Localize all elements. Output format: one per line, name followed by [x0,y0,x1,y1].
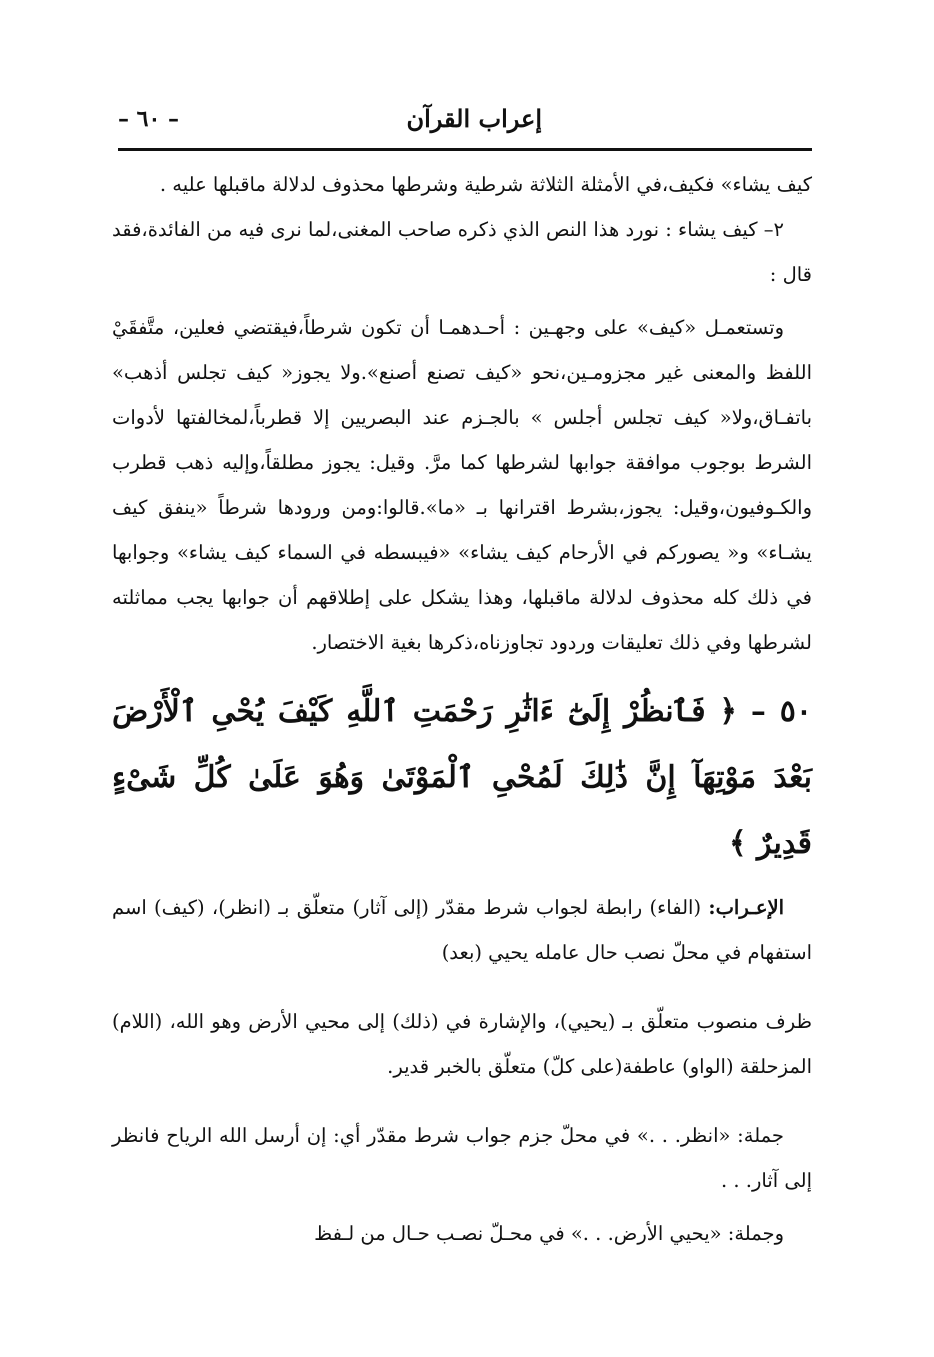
book-page [112,96,812,1316]
paragraph-kayfa-yasha: ٢– كيف يشاء : نورد هذا النص الذي ذكره صاحب المغنى،لما نرى فيه من الفائدة،فقد قال : [112,218,812,286]
page-header [112,96,812,146]
page-number: – ٦٠ – [118,106,179,132]
sentence-analysis-1: جملة: «انظر. . .» في محلّ جزم جواب شرط مقدّر أي: إن أرسل الله الرياح فانظر إلى آثار. . . [112,1124,812,1192]
book-title: إعراب القرآن [406,104,542,133]
irab-continuation: ظرف منصوب متعلّق بـ (يحيي)، والإشارة في (ذلك) إلى محيي الأرض وهو الله، (اللام) المزحلقة (الواو) عاطفة(على كلّ) متعلّق بالخبر قدير. [112,1010,812,1078]
irab-paragraph [112,885,812,975]
sentence-analysis-2: وجملة: «يحيي الأرض. . .» في محـلّ نصـب حـال من لـفظ [314,1222,784,1245]
page-content [112,162,812,1256]
irab-text-1: (الفاء) رابطة لجواب شرط مقدّر (إلى آثار) متعلّق بـ (انظر)، (كيف) اسم استفهام في محلّ نصب حال عامله يحيي (بعد) [112,896,812,964]
header-divider [118,148,812,151]
irab-label: الإعـراب: [708,896,784,919]
paragraph-mughni-quote: وتستعمـل «كيف» على وجهـين : أحـدهمـا أن تكون شرطاً،فيقتضي فعلين، متَّفقَيْ اللفظ والمعنى غير مجزومـين،نحو «كيف تصنع أصنع».ولا يجوز« كيف تجلس أذهب» باتفـاق،ولا« كيف تجلس أجلس » بالجـزم عند البصريين إلا قطرباً،لمخالفتها لأدوات الشرط بوجوب موافقة جوابها لشرطها كما مرَّ. وقيل: يجوز مطلقاً،وإليه ذهب قطرب والكـوفيون،وقيل: يجوز،بشرط اقترانها بـ «ما».قالوا:ومن ورودها شرطاً «ينفق كيف يشـاء» و« يصوركم في الأرحام كيف يشاء» «فيبسطه في السماء كيف يشاء» وجوابها في ذلك كله محذوف لدلالة ماقبلها، وهذا يشكل على إطلاقهم أن جوابها يجب مماثلته لشرطها وفي ذلك تعليقات وردود تجاوزناه،ذكرها بغية الاختصار. [112,316,812,654]
paragraph-continuation: كيف يشاء» فكيف،في الأمثلة الثلاثة شرطية وشرطها محذوف لدلالة ماقبلها عليه . [159,173,812,196]
quran-verse: ٥٠ – ﴿ فَٱنظُرْ إِلَىٰٓ ءَاثَٰرِ رَحْمَتِ ٱللَّهِ كَيْفَ يُحْىِ ٱلْأَرْضَ بَعْدَ مَوْتِهَآ إِنَّ ذَٰلِكَ لَمُحْىِ ٱلْمَوْتَىٰ وَهُوَ عَلَىٰ كُلِّ شَىْءٍ قَدِيرٌ ﴾ [112,694,812,861]
